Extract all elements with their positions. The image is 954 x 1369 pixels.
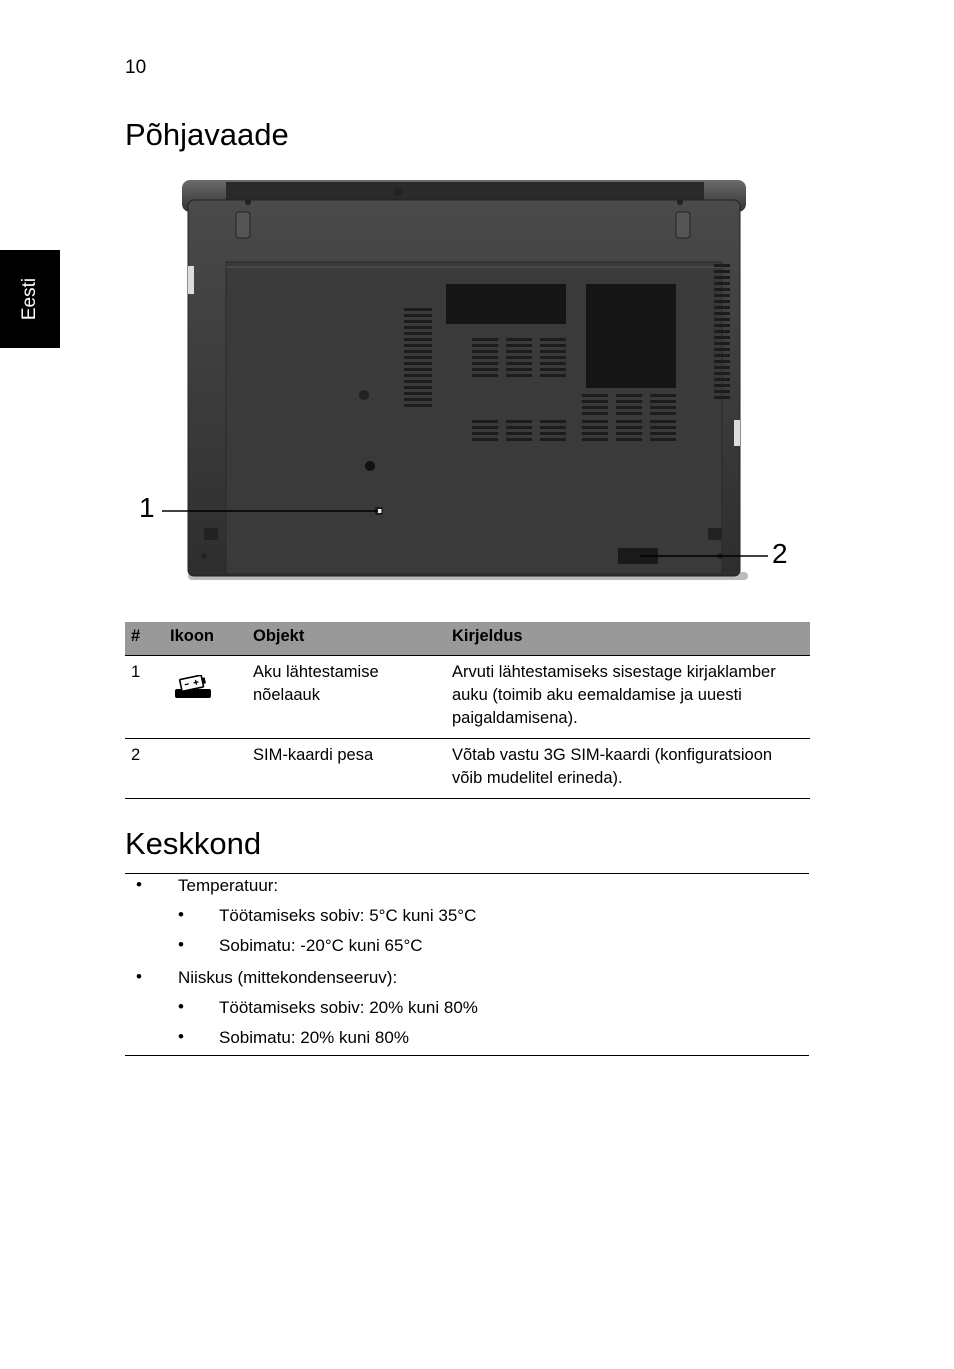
callout-1: 1 bbox=[139, 492, 155, 523]
bullet: • bbox=[136, 967, 142, 986]
header-description: Kirjeldus bbox=[446, 622, 810, 656]
list-subitem: Töötamiseks sobiv: 5°C kuni 35°C bbox=[219, 906, 477, 925]
environment-bottom-rule bbox=[125, 1055, 809, 1056]
row-icon-cell bbox=[164, 739, 247, 799]
list-item-humidity: Niiskus (mittekondenseeruv): bbox=[178, 968, 398, 987]
row-num: 2 bbox=[125, 739, 164, 799]
table-row bbox=[125, 739, 810, 799]
list-subitem: Sobimatu: 20% kuni 80% bbox=[219, 1028, 409, 1047]
row-item: SIM-kaardi pesa bbox=[247, 739, 446, 799]
battery-reset-icon bbox=[173, 675, 213, 708]
row-description: Arvuti lähtestamiseks sisestage kirjaklamber auku (toimib aku eemaldamise ja uuesti paigaldamisena). bbox=[446, 656, 810, 739]
list-subitem: Sobimatu: -20°C kuni 65°C bbox=[219, 936, 423, 955]
row-item: Aku lähtestamise nõelaauk bbox=[247, 656, 446, 739]
environment-top-rule bbox=[125, 873, 809, 874]
language-tab bbox=[0, 250, 60, 348]
table-row bbox=[125, 656, 810, 739]
callout-2: 2 bbox=[772, 538, 788, 569]
list-subitem: Töötamiseks sobiv: 20% kuni 80% bbox=[219, 998, 478, 1017]
row-num: 1 bbox=[125, 656, 164, 739]
bullet: • bbox=[178, 935, 184, 954]
bullet: • bbox=[178, 997, 184, 1016]
language-tab-label: Eesti bbox=[19, 277, 40, 321]
laptop-bottom-figure bbox=[130, 172, 810, 592]
laptop-bottom-image bbox=[130, 172, 810, 592]
bottom-view-table bbox=[125, 622, 810, 799]
bullet: • bbox=[178, 905, 184, 924]
page-number: 10 bbox=[125, 57, 147, 78]
header-item: Objekt bbox=[247, 622, 446, 656]
row-icon-cell bbox=[164, 656, 247, 739]
row-description: Võtab vastu 3G SIM-kaardi (konfiguratsioon võib mudelitel erineda). bbox=[446, 739, 810, 799]
bullet: • bbox=[178, 1027, 184, 1046]
header-icon: Ikoon bbox=[164, 622, 247, 656]
section-title-bottom-view: Põhjavaade bbox=[125, 117, 289, 152]
list-item-temperature: Temperatuur: bbox=[178, 876, 279, 895]
table-header-row bbox=[125, 622, 810, 656]
bullet: • bbox=[136, 875, 142, 894]
section-title-environment: Keskkond bbox=[125, 826, 262, 861]
header-num: # bbox=[125, 622, 164, 656]
